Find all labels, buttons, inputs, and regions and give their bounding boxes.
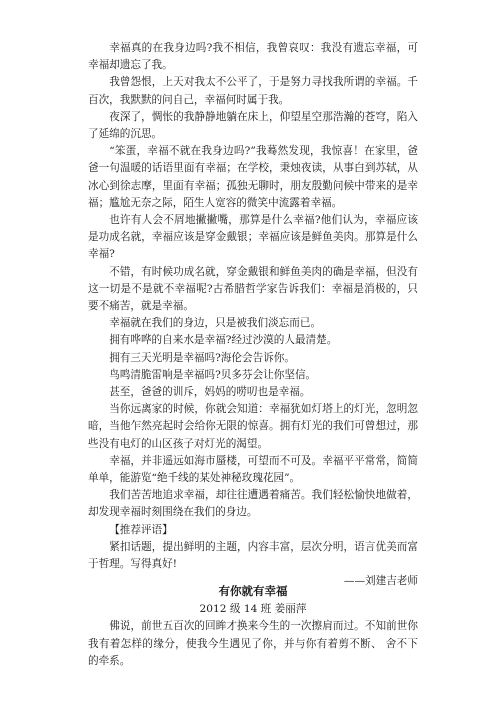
paragraph: 拥有三天光明是幸福吗?海伦会告诉你。: [109, 351, 295, 364]
paragraph: 夜深了，惆怅的我静静地躺在床上，仰望星空那浩瀚的苍穹，陷入了延绵的沉思。: [88, 110, 418, 141]
essay-one: [88, 40, 418, 591]
paragraph: 幸福真的在我身边吗?我不相信，我曾哀叹：我没有遗忘幸福，可幸福却遗忘了我。: [88, 42, 418, 72]
paragraph: 不错，有时候功成名就，穿金戴银和鲜鱼美肉的确是幸福，但没有这一切是不是就不幸福呢?古希腊哲学家告诉我们：幸福是消极的，只要不痛苦，就是幸福。: [88, 265, 418, 313]
paragraph: 拥有哗哗的自来水是幸福?经过沙漠的人最清楚。: [109, 334, 338, 347]
review-heading: 【推荐评语】: [109, 523, 173, 536]
essay-title: 有你就有幸福: [218, 584, 288, 598]
review-signature: ——刘建吉老师: [343, 575, 418, 588]
paragraph: 幸福就在我们的身边，只是被我们淡忘而已。: [109, 317, 322, 330]
paragraph: 我曾怨恨，上天对我太不公平了，于是努力寻找我所谓的幸福。千百次，我默默的问自己，幸福何时属于我。: [88, 76, 418, 106]
paragraph: 佛说，前世五百次的回眸才换来今生的一次擦肩而过。不知前世你我有着怎样的缘分，使我今生遇见了你，并与你有着剪不断、 舍不下的牵系。: [88, 620, 418, 667]
essay-two: [88, 583, 418, 670]
paragraph: “笨蛋，幸福不就在我身边吗?”我蓦然发现，我惊喜！在家里，爸爸一句温暖的话语里面有幸福；在学校，秉烛夜读，从事白到苏轼，从冰心到徐志摩，里面有幸福；孤独无聊时，朋友殷勤问候中带来的是幸福；尴尬无奈之际，陌生人宽容的微笑中流露着幸福。: [88, 145, 418, 209]
review-text: 紧扣话题，提出鲜明的主题，内容丰富，层次分明，语言优美而富于哲理。写得真好!: [88, 540, 418, 571]
paragraph: 鸟鸣清脆雷响是幸福吗?贝多芬会让你坚信。: [109, 368, 317, 381]
paragraph: 幸福，并非遥远如海市蜃楼，可望而不可及。幸福平平常常，简简单单，能游览“绝千线的某处神秘玫瑰花园”。: [88, 454, 418, 485]
paragraph: 当你远离家的时候，你就会知道：幸福犹如灯塔上的灯光，忽明忽暗，当他乍然亮起时会给你无限的惊喜。拥有灯光的我们可曾想过，那些没有电灯的山区孩子对灯光的渴望。: [88, 403, 418, 450]
paragraph: 我们苦苦地追求幸福，却往往遭遇着痛苦。我们轻松愉快地做着，却发现幸福时刻围绕在我们的身边。: [88, 489, 418, 519]
paragraph: 甚至，爸爸的训斥，妈妈的唠叨也是幸福。: [109, 386, 311, 399]
essay-author-class: 2012 级 14 班 姜丽萍: [199, 603, 307, 616]
paragraph: 也许有人会不屑地撇撇嘴，那算是什么幸福?他们认为，幸福应该是功成名就，幸福应该是穿金戴银；幸福应该是鲜鱼美肉。那算是什么幸福?: [88, 214, 418, 261]
